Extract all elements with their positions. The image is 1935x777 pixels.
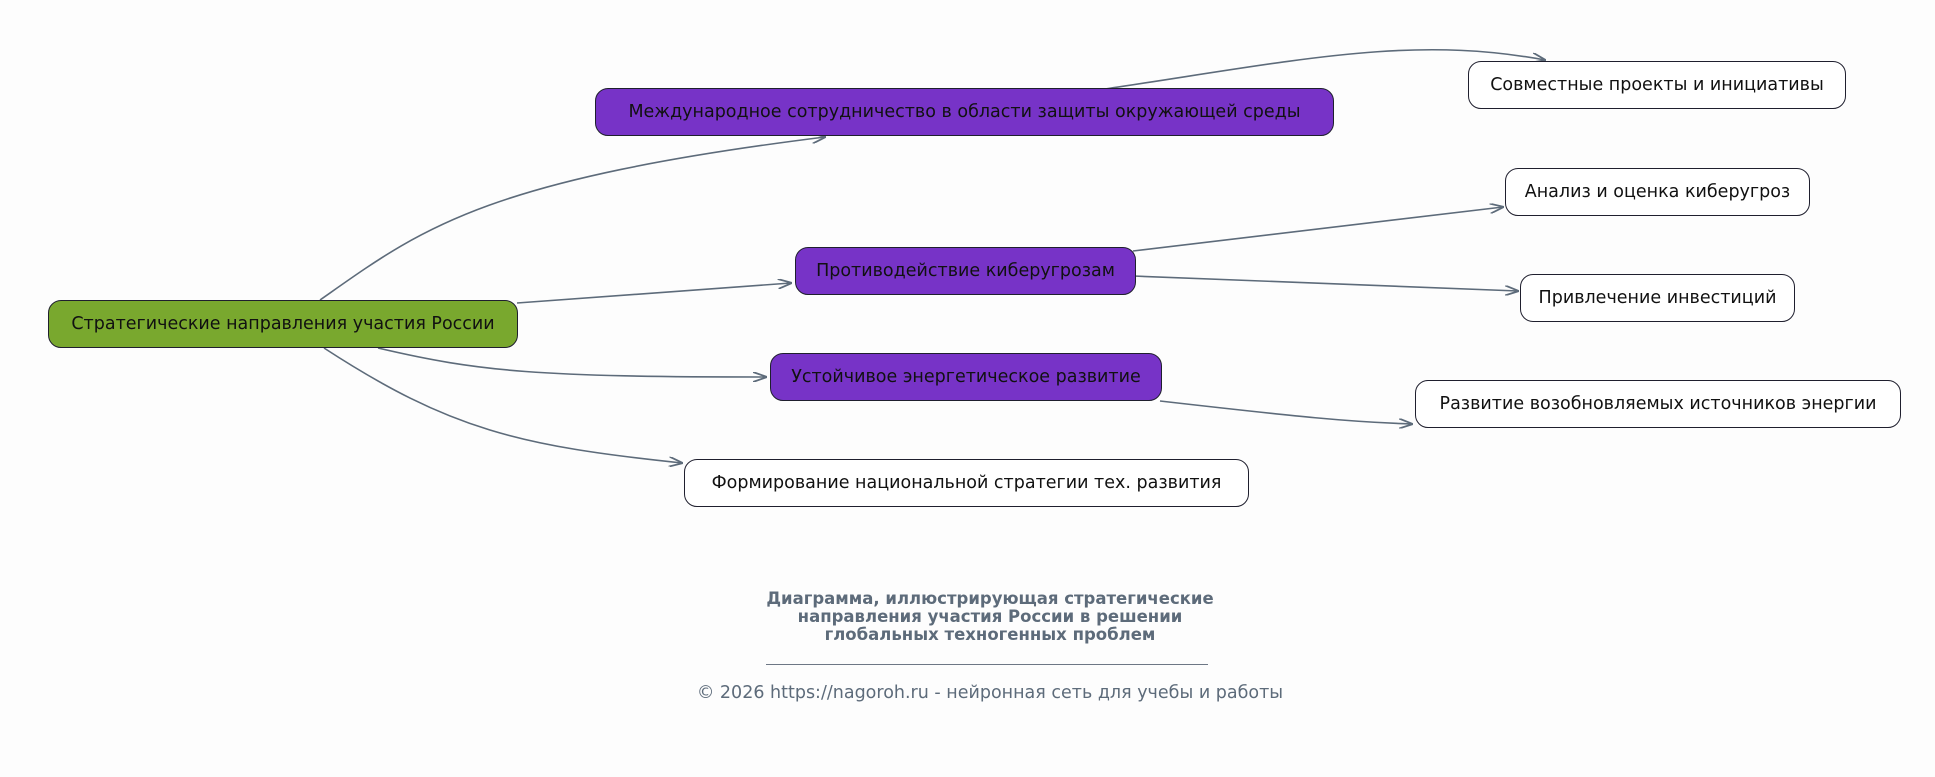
node-root[interactable]: Стратегические направления участия России <box>48 300 518 348</box>
diagram-caption <box>700 590 1280 644</box>
edge-root-cyber <box>517 283 791 303</box>
node-cyber-threats[interactable]: Противодействие киберугрозам <box>795 247 1136 295</box>
edge-root-strategy <box>324 348 682 463</box>
node-investment[interactable]: Привлечение инвестиций <box>1520 274 1795 322</box>
edge-root-intl <box>320 137 825 300</box>
node-international-cooperation[interactable]: Международное сотрудничество в области защиты окружающей среды <box>595 88 1334 136</box>
node-sustainable-energy[interactable]: Устойчивое энергетическое развитие <box>770 353 1162 401</box>
edge-cyber-invest <box>1133 276 1518 291</box>
caption-line-1: Диаграмма, иллюстрирующая стратегические <box>766 589 1214 608</box>
edge-energy-renew <box>1160 401 1412 424</box>
caption-divider <box>766 664 1208 665</box>
node-renewable-energy[interactable]: Развитие возобновляемых источников энергии <box>1415 380 1901 428</box>
node-joint-projects[interactable]: Совместные проекты и инициативы <box>1468 61 1846 109</box>
node-threat-analysis[interactable]: Анализ и оценка киберугроз <box>1505 168 1810 216</box>
edge-cyber-analysis <box>1133 207 1503 251</box>
caption-line-2: направления участия России в решении <box>797 607 1183 626</box>
edge-root-energy <box>378 348 766 377</box>
caption-line-3: глобальных техногенных проблем <box>824 625 1156 644</box>
copyright-footer: © 2026 https://nagoroh.ru - нейронная сеть для учебы и работы <box>696 683 1284 703</box>
node-national-strategy[interactable]: Формирование национальной стратегии тех. развития <box>684 459 1249 507</box>
